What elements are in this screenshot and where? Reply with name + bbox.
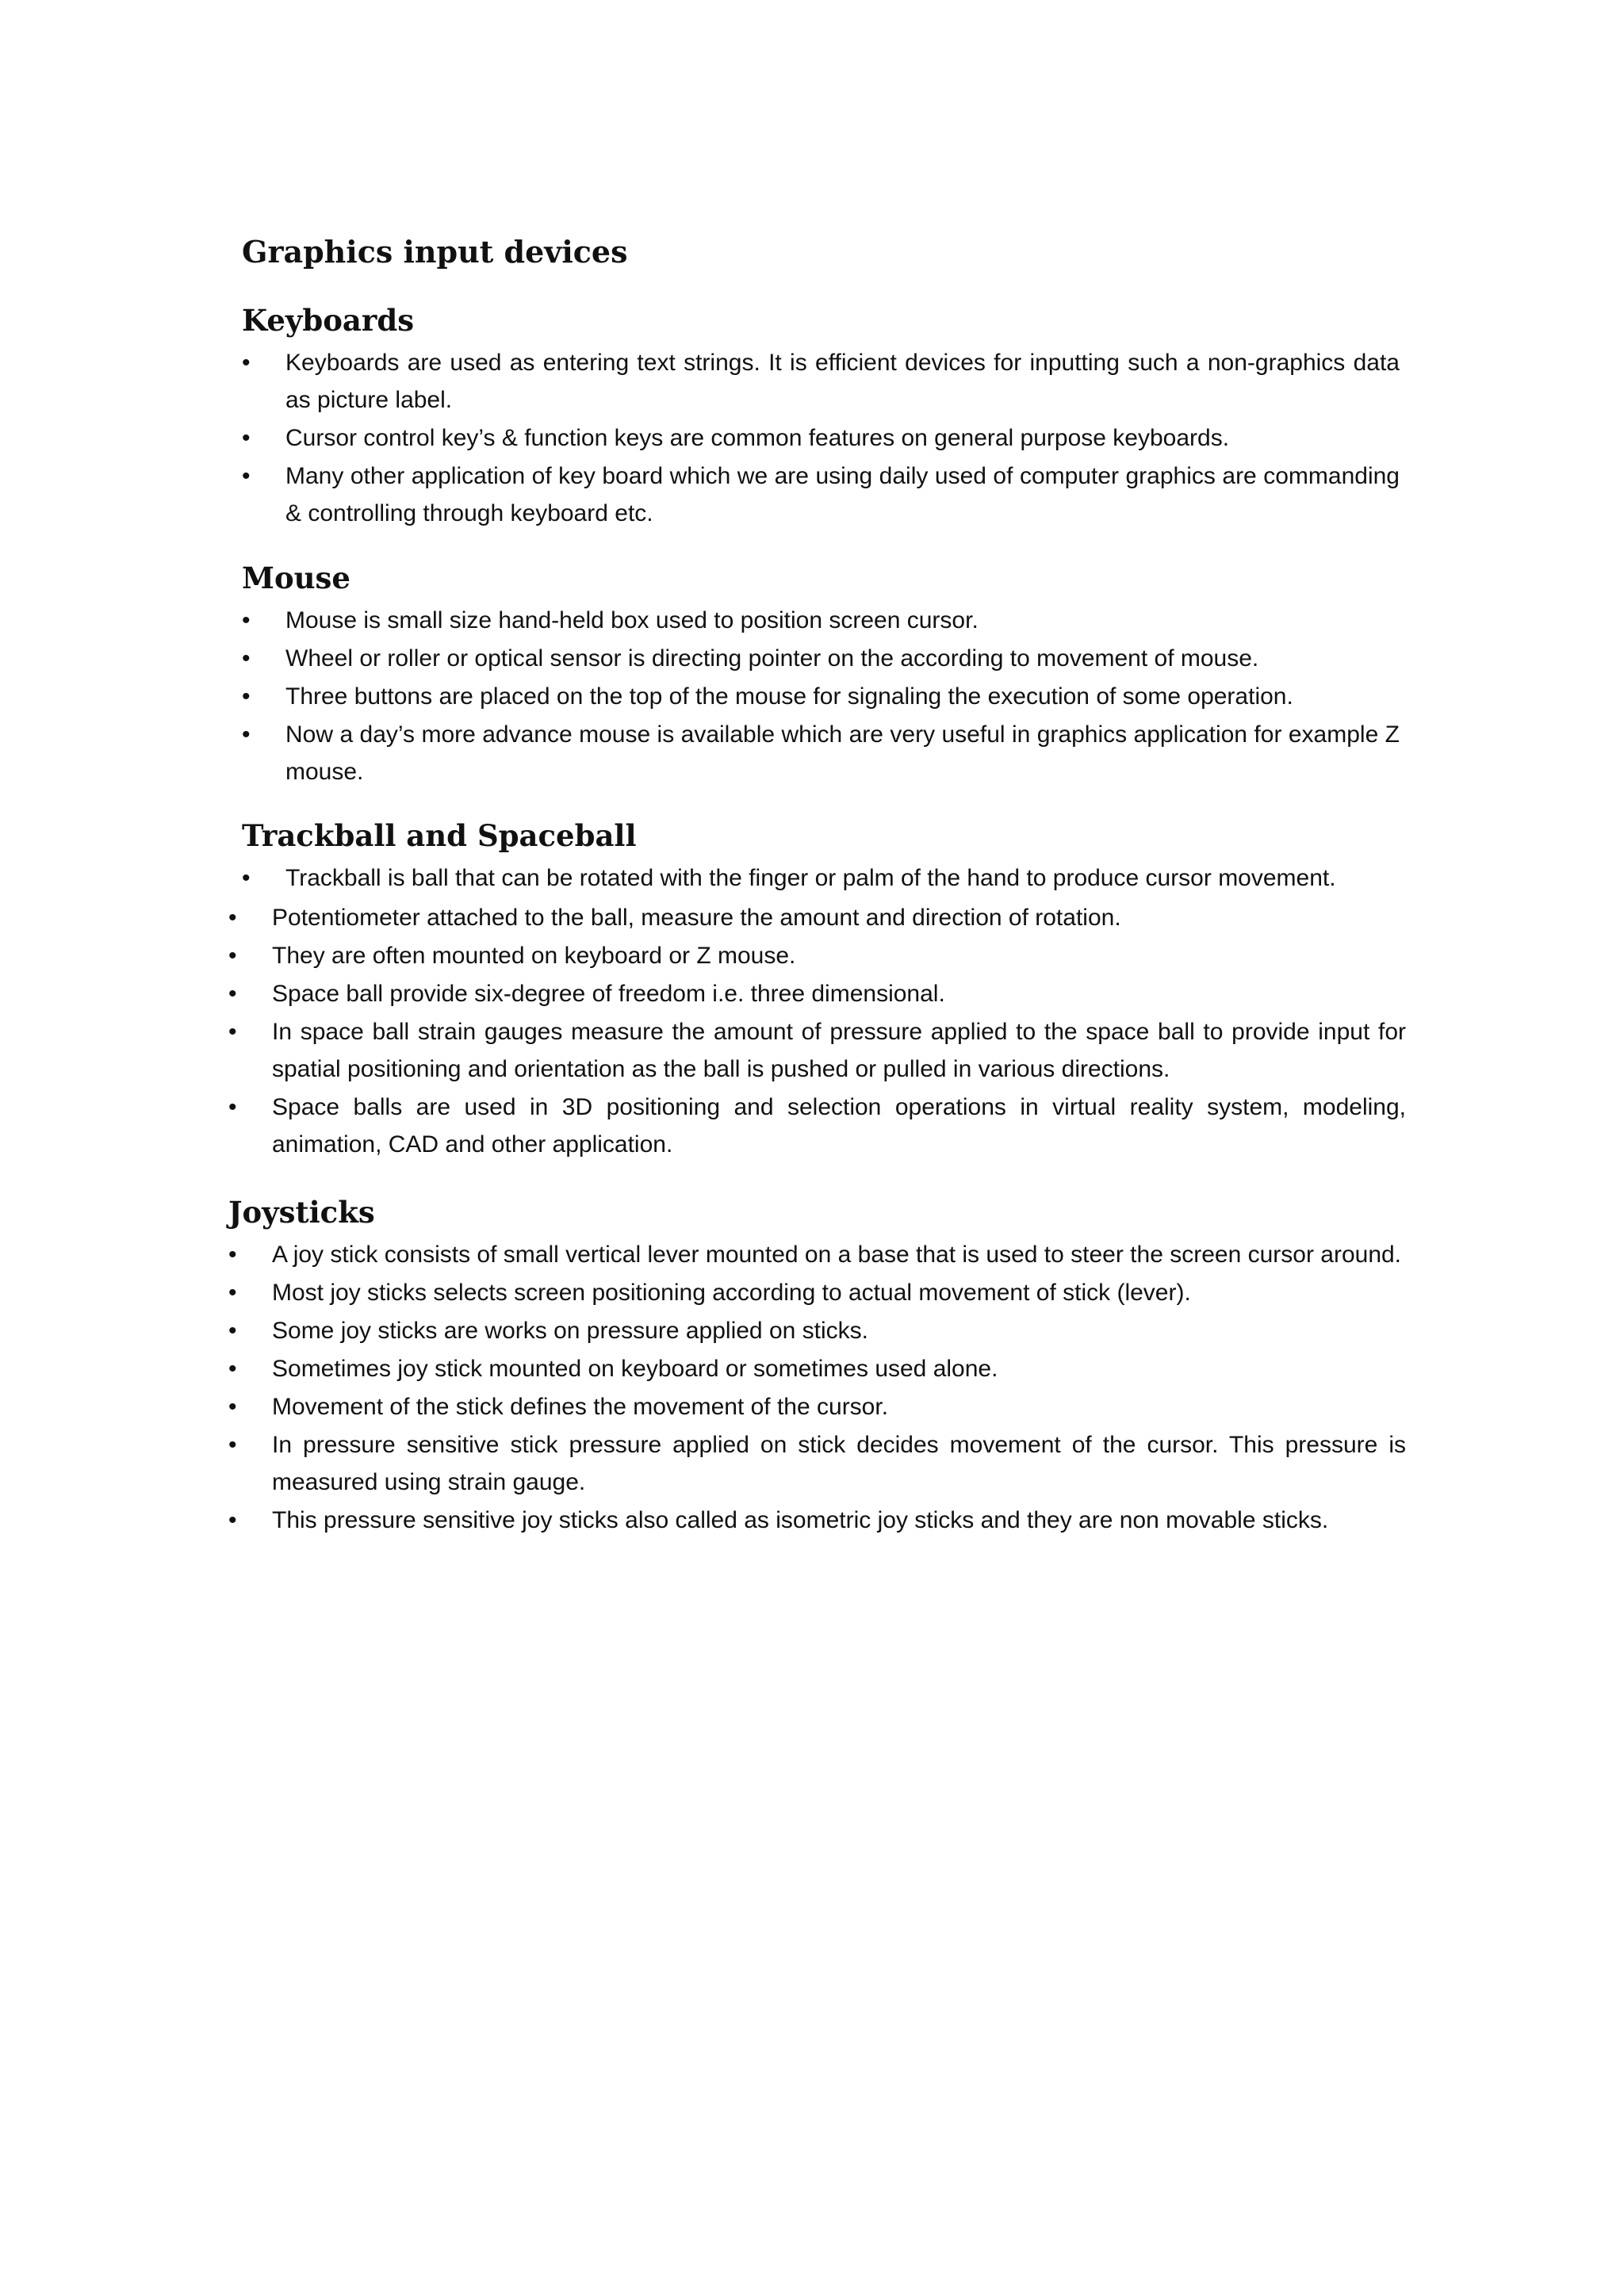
list-item (228, 899, 1406, 936)
list-item-text: Now a day’s more advance mouse is available which are very useful in graphics application for example Z mouse. (285, 721, 1400, 786)
list-item-text: Potentiometer attached to the ball, measure the amount and direction of rotation. (272, 905, 1121, 931)
list-item (228, 1350, 1406, 1387)
list-item-text: Space balls are used in 3D positioning and selection operations in virtual reality system, modeling, animation, CAD and other application. (272, 1094, 1406, 1158)
list-item-text: Space ball provide six-degree of freedom i.e. three dimensional. (272, 981, 945, 1007)
bullet-icon: • (242, 645, 251, 672)
list-item-text: A joy stick consists of small vertical lever mounted on a base that is used to steer the screen cursor around. (272, 1242, 1402, 1269)
list-item-text: Mouse is small size hand-held box used to position screen cursor. (285, 607, 979, 634)
list-item-text: In space ball strain gauges measure the amount of pressure applied to the space ball to provide input for spatial positioning and orientation as the ball is pushed or pulled in various directions. (272, 1019, 1406, 1082)
bullet-icon: • (242, 463, 251, 490)
list-item (242, 419, 1400, 457)
bullet-icon: • (228, 1318, 237, 1345)
keyboards-list (242, 344, 1415, 532)
list-item-text: Trackball is ball that can be rotated with the finger or palm of the hand to produce cursor movement. (285, 865, 1336, 892)
list-item-text: Three buttons are placed on the top of the mouse for signaling the execution of some operation. (285, 683, 1293, 710)
list-item-text: They are often mounted on keyboard or Z mouse. (272, 943, 796, 969)
trackball-first-list (242, 859, 1415, 897)
list-item (228, 1274, 1406, 1311)
bullet-icon: • (228, 1356, 237, 1383)
section-trackball-continued (228, 899, 1406, 1164)
list-item-text: Cursor control key’s & function keys are common features on general purpose keyboards. (285, 425, 1230, 452)
bullet-icon: • (228, 1019, 237, 1045)
section-heading-mouse: Mouse (242, 561, 350, 595)
list-item (228, 937, 1406, 974)
list-item-text: Some joy sticks are works on pressure applied on sticks. (272, 1318, 868, 1345)
bullet-icon: • (242, 683, 251, 710)
list-item (228, 1312, 1406, 1349)
bullet-icon: • (228, 981, 237, 1007)
bullet-icon: • (228, 1432, 237, 1459)
list-item (242, 678, 1400, 715)
list-item (242, 716, 1400, 790)
section-joysticks (228, 1195, 1406, 1540)
section-mouse (242, 561, 1415, 791)
list-item (228, 1502, 1406, 1539)
list-item (242, 602, 1400, 639)
list-item-text: This pressure sensitive joy sticks also called as isometric joy sticks and they are non movable sticks. (272, 1507, 1329, 1534)
bullet-icon: • (242, 425, 251, 452)
list-item (228, 1388, 1406, 1425)
list-item (228, 1236, 1406, 1273)
bullet-icon: • (228, 1280, 237, 1307)
bullet-icon: • (242, 350, 251, 377)
list-item-text: Movement of the stick defines the movement of the cursor. (272, 1394, 889, 1421)
section-heading-keyboards: Keyboards (242, 303, 415, 338)
page-title: Graphics input devices (242, 234, 628, 270)
list-item-text: Wheel or roller or optical sensor is directing pointer on the according to movement of mouse. (285, 645, 1259, 672)
bullet-icon: • (242, 865, 251, 892)
bullet-icon: • (228, 1394, 237, 1421)
bullet-icon: • (228, 1242, 237, 1269)
list-item (228, 1089, 1406, 1163)
list-item (242, 859, 1400, 897)
list-item (242, 457, 1400, 532)
joysticks-list (228, 1236, 1406, 1539)
list-item (228, 1013, 1406, 1088)
list-item-text: Sometimes joy stick mounted on keyboard or sometimes used alone. (272, 1356, 998, 1383)
bullet-icon: • (228, 943, 237, 969)
list-item (242, 344, 1400, 419)
section-heading-trackball: Trackball and Spaceball (242, 818, 637, 853)
bullet-icon: • (242, 721, 251, 748)
section-heading-joysticks: Joysticks (228, 1195, 375, 1230)
bullet-icon: • (242, 607, 251, 634)
trackball-list (228, 899, 1406, 1163)
list-item-text: Most joy sticks selects screen positioning according to actual movement of stick (lever). (272, 1280, 1191, 1307)
list-item (228, 975, 1406, 1012)
mouse-list (242, 602, 1415, 790)
bullet-icon: • (228, 905, 237, 931)
list-item-text: Keyboards are used as entering text strings. It is efficient devices for inputting such a non-graphics data as picture label. (285, 350, 1400, 414)
list-item-text: Many other application of key board which we are using daily used of computer graphics are commanding & controlling through keyboard etc. (285, 463, 1400, 527)
list-item (228, 1426, 1406, 1501)
list-item (242, 640, 1400, 677)
list-item-text: In pressure sensitive stick pressure applied on stick decides movement of the cursor. This pressure is measured using strain gauge. (272, 1432, 1406, 1496)
bullet-icon: • (228, 1507, 237, 1534)
section-trackball (242, 818, 1415, 897)
bullet-icon: • (228, 1094, 237, 1120)
section-keyboards (242, 303, 1415, 533)
